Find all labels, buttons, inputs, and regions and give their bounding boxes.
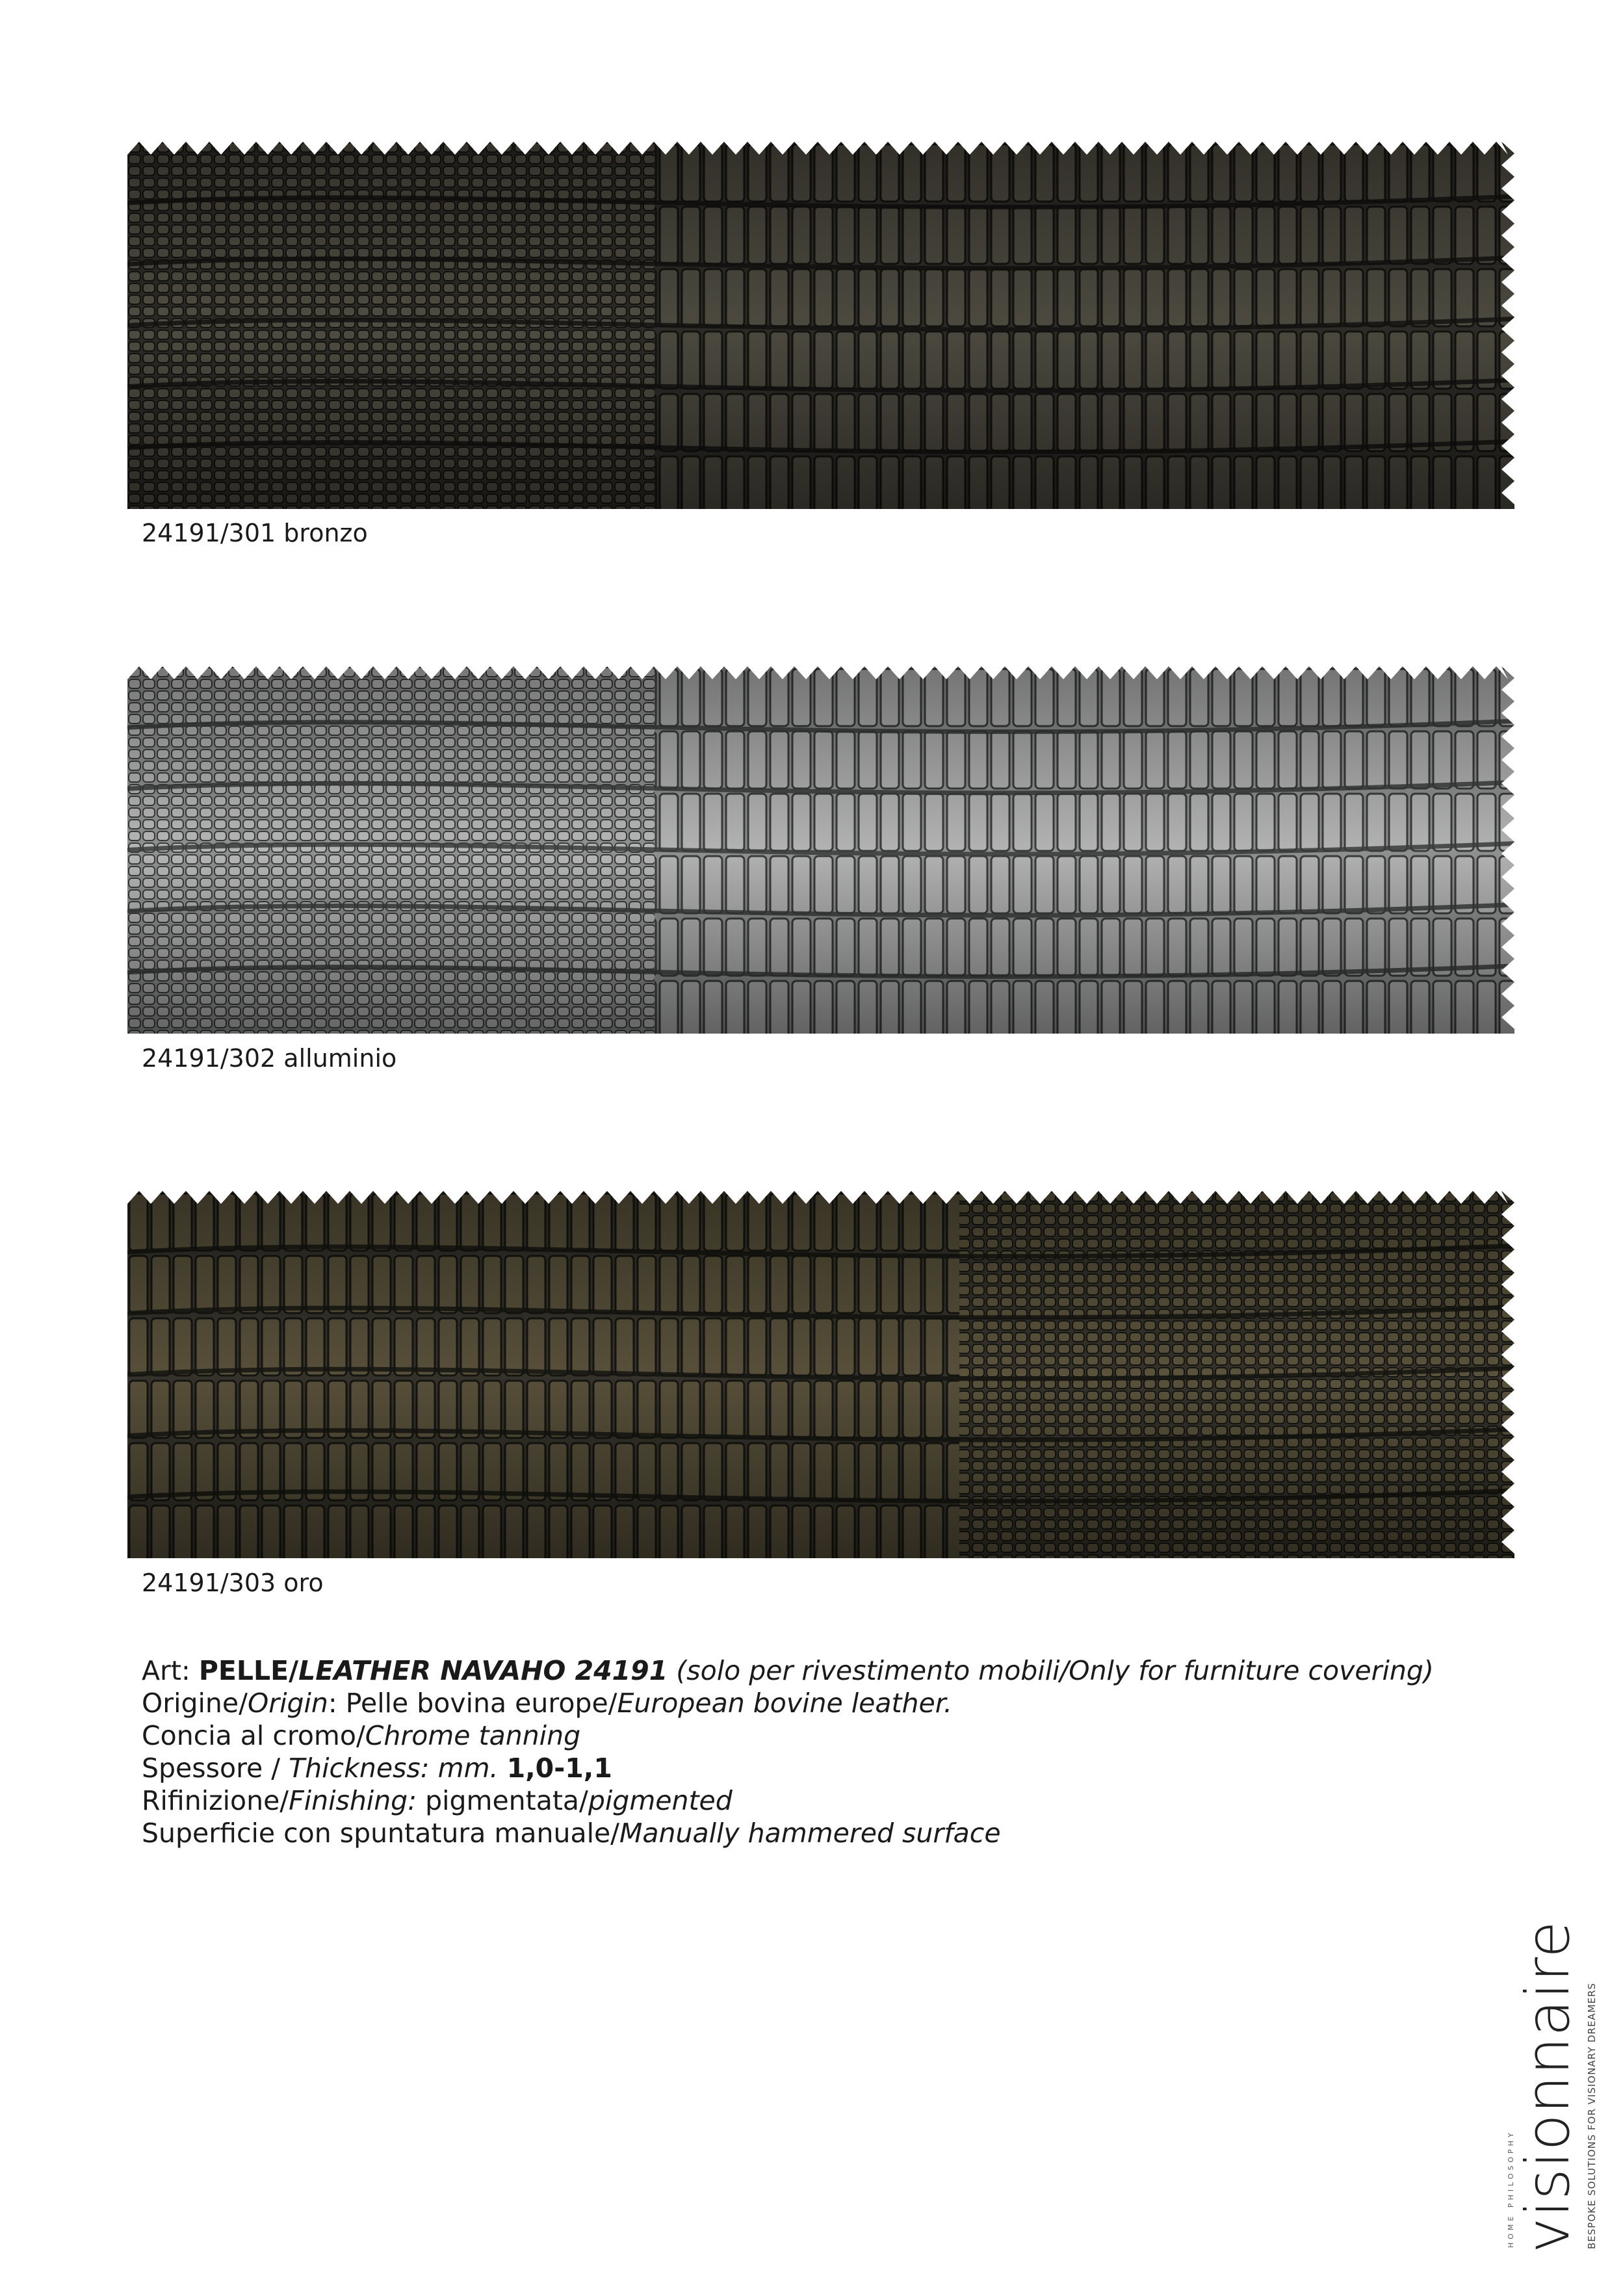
swatch-image-oro xyxy=(127,1191,1514,1558)
swatch-image-alluminio xyxy=(127,666,1514,1034)
spec-surface: Superficie con spuntatura manuale/Manually hammered surface xyxy=(142,1818,1001,1849)
spec-origin: Origine/Origin: Pelle bovina europe/European bovine leather. xyxy=(142,1688,952,1719)
spec-thickness: Spessore / Thickness: mm. 1,0-1,1 xyxy=(142,1753,612,1784)
spec-article: Art: PELLE/LEATHER NAVAHO 24191 (solo per rivestimento mobili/Only for furniture covering) xyxy=(142,1655,1434,1686)
swatch-caption-bronzo: 24191/301 bronzo xyxy=(142,519,368,547)
brand-logo xyxy=(1501,1920,1609,2253)
spec-tanning: Concia al cromo/Chrome tanning xyxy=(142,1720,581,1751)
brand-subtitle: HOME PHILOSOPHY xyxy=(1507,2130,1515,2248)
swatch-image-bronzo xyxy=(127,142,1514,509)
brand-tagline: BESPOKE SOLUTIONS FOR VISIONARY DREAMERS xyxy=(1586,1982,1598,2249)
swatch-caption-alluminio: 24191/302 alluminio xyxy=(142,1044,397,1073)
swatch-caption-oro: 24191/303 oro xyxy=(142,1569,324,1597)
spec-finishing: Rifinizione/Finishing: pigmentata/pigmented xyxy=(142,1785,733,1816)
product-specifications xyxy=(142,1654,1434,1849)
brand-name: visionnaire xyxy=(1513,1920,1583,2253)
